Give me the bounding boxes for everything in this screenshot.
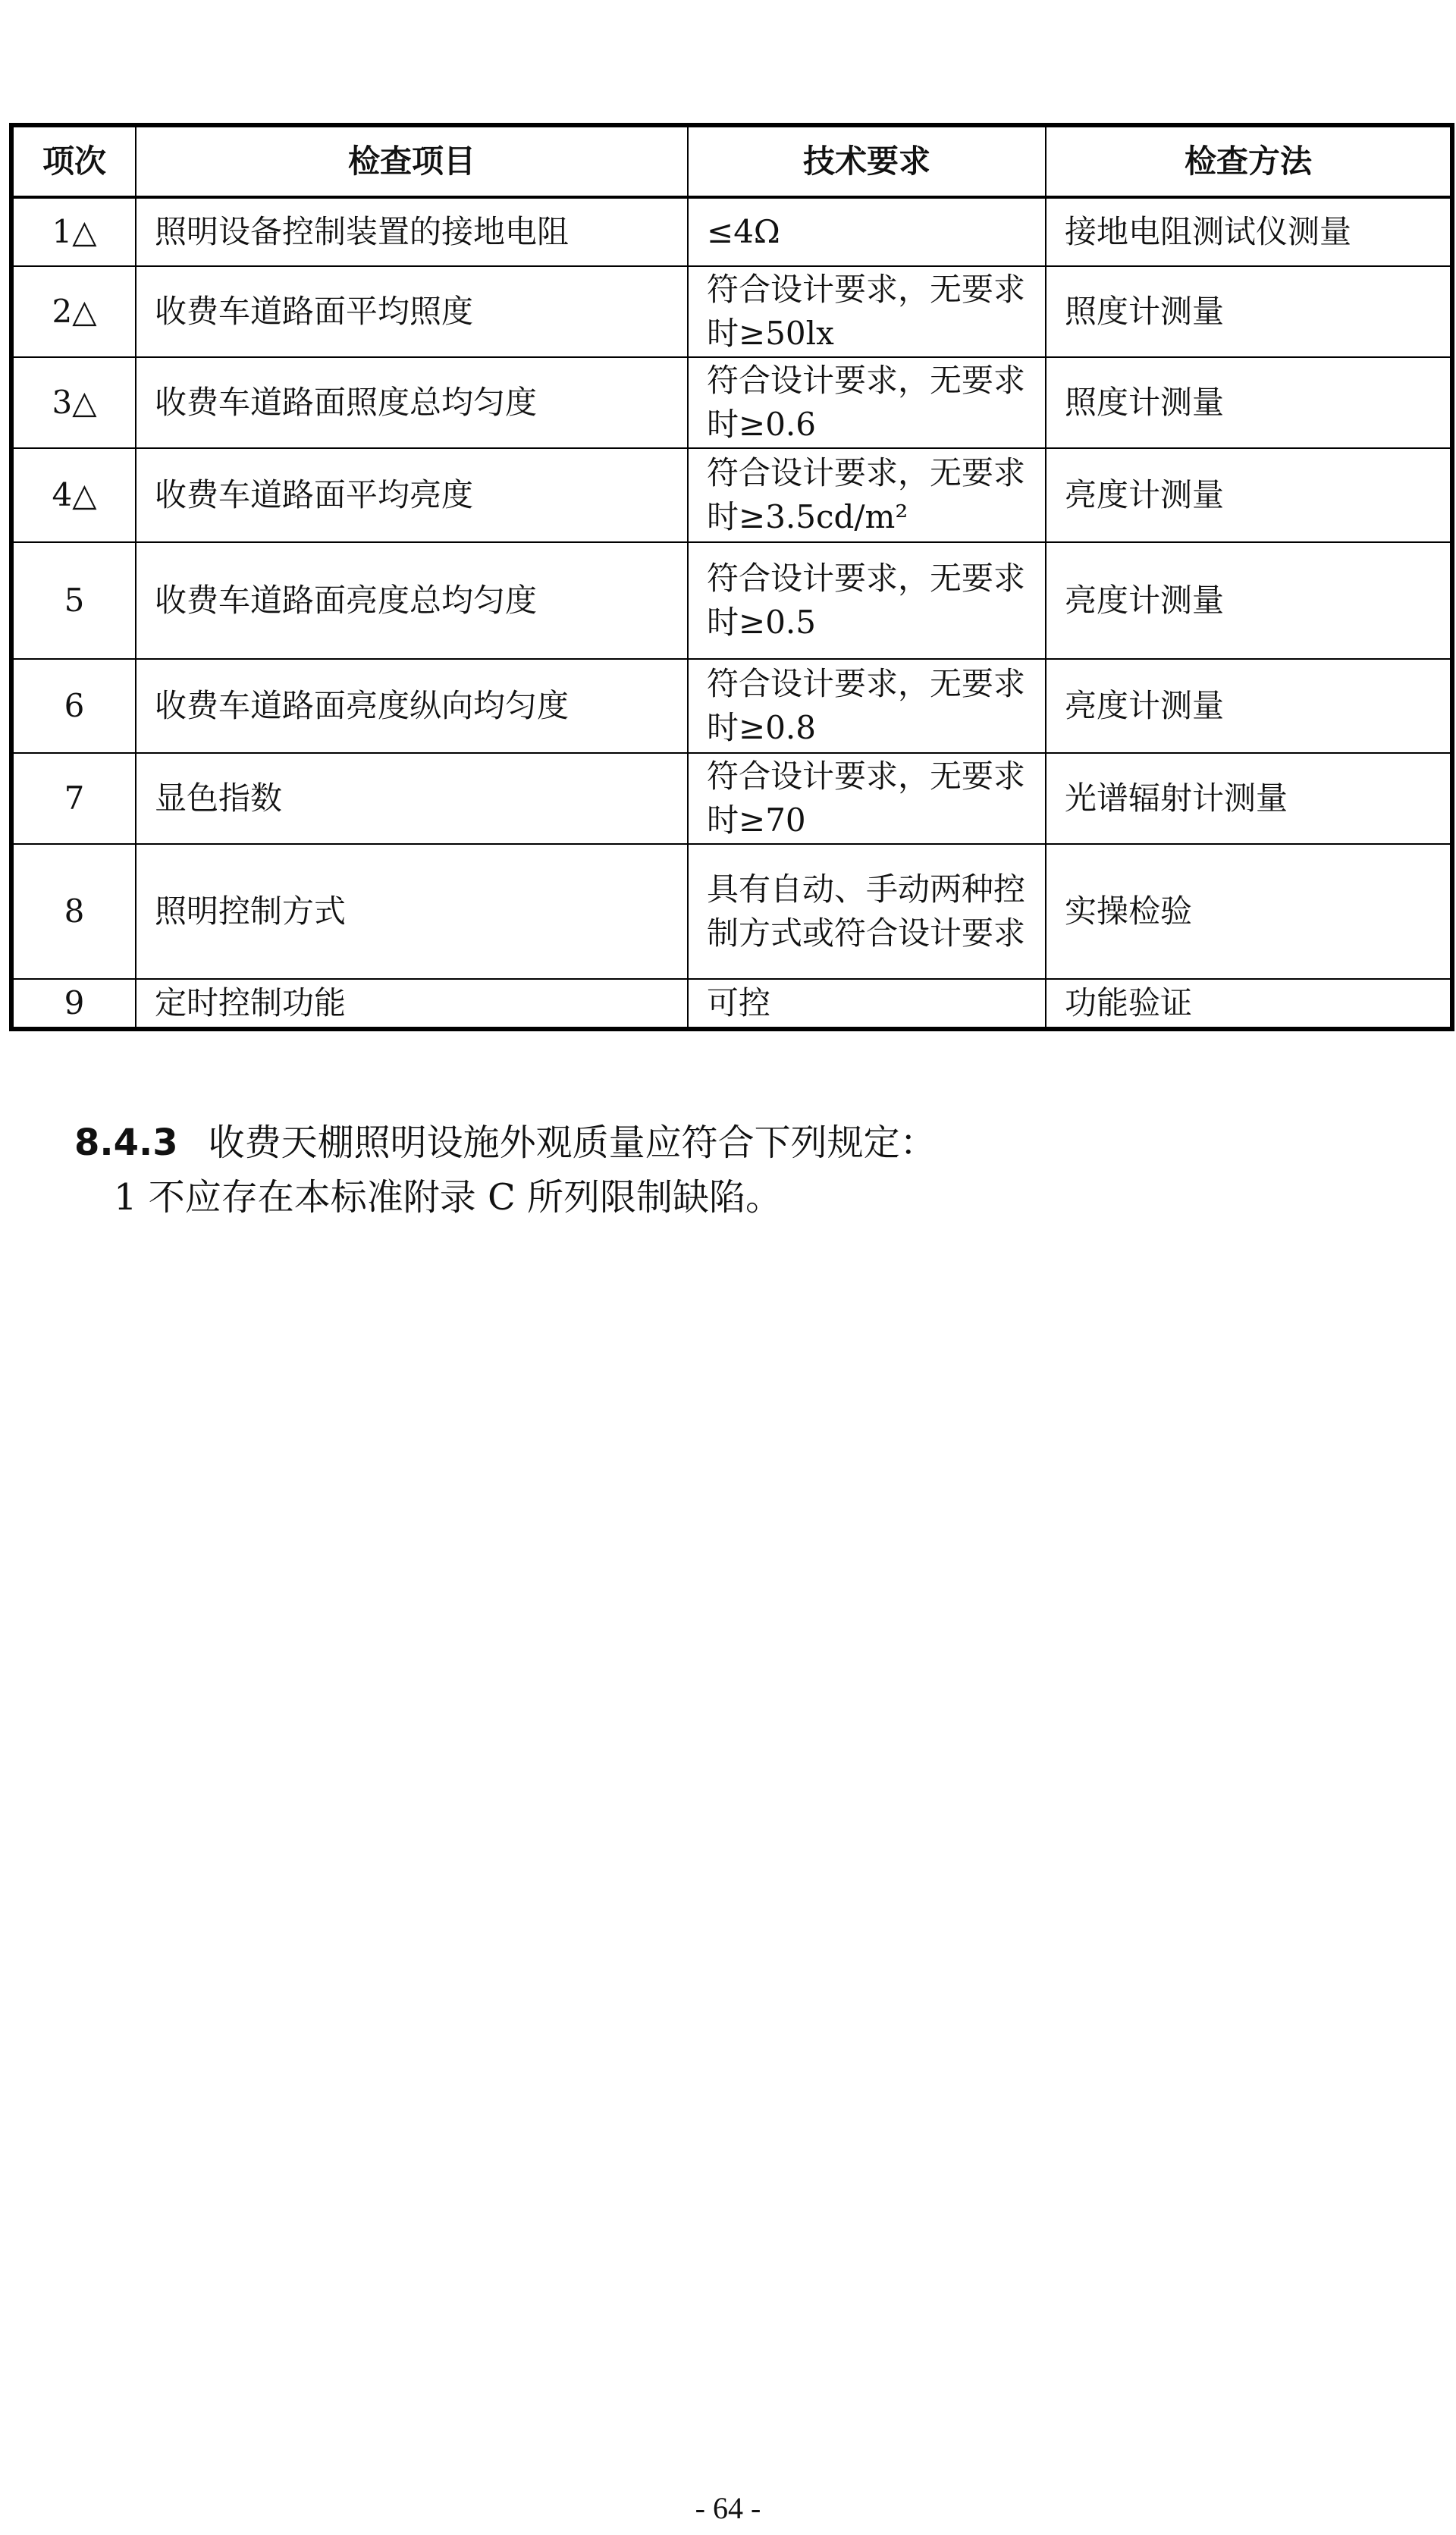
table-row: [11, 197, 1452, 266]
cell-no: 8: [11, 844, 136, 979]
inspection-table: [9, 123, 1454, 1031]
header-cell-requirement: 技术要求: [688, 125, 1046, 197]
cell-method: 接地电阻测试仪测量: [1046, 197, 1452, 266]
clause-number: 8.4.3: [74, 1122, 178, 1164]
table-row: [11, 844, 1452, 979]
table-row: [11, 659, 1452, 753]
clause-paragraph: [74, 1118, 937, 1167]
cell-requirement: 可控: [688, 979, 1046, 1029]
cell-item: 收费车道路面平均照度: [136, 266, 688, 357]
cell-requirement: ≤4Ω: [688, 197, 1046, 266]
table-row: [11, 357, 1452, 448]
cell-no: 3△: [11, 357, 136, 448]
cell-item: 收费车道路面亮度纵向均匀度: [136, 659, 688, 753]
cell-method: 亮度计测量: [1046, 659, 1452, 753]
cell-method: 照度计测量: [1046, 266, 1452, 357]
table-row: [11, 266, 1452, 357]
list-item: 1 不应存在本标准附录 C 所列限制缺陷。: [114, 1176, 783, 1219]
cell-no: 7: [11, 753, 136, 844]
cell-method: 功能验证: [1046, 979, 1452, 1029]
header-cell-item: 检查项目: [136, 125, 688, 197]
cell-item: 收费车道路面平均亮度: [136, 448, 688, 542]
cell-requirement: 符合设计要求，无要求时≥0.5: [688, 542, 1046, 659]
cell-no: 2△: [11, 266, 136, 357]
cell-no: 4△: [11, 448, 136, 542]
cell-item: 显色指数: [136, 753, 688, 844]
header-cell-method: 检查方法: [1046, 125, 1452, 197]
cell-item: 照明设备控制装置的接地电阻: [136, 197, 688, 266]
cell-requirement: 符合设计要求，无要求时≥0.6: [688, 357, 1046, 448]
cell-no: 1△: [11, 197, 136, 266]
cell-method: 实操检验: [1046, 844, 1452, 979]
header-cell-no: 项次: [11, 125, 136, 197]
table-row: [11, 542, 1452, 659]
table-header-row: [11, 125, 1452, 197]
cell-requirement: 符合设计要求，无要求时≥50lx: [688, 266, 1046, 357]
table-row: [11, 448, 1452, 542]
cell-no: 9: [11, 979, 136, 1029]
cell-requirement: 符合设计要求，无要求时≥0.8: [688, 659, 1046, 753]
cell-method: 亮度计测量: [1046, 448, 1452, 542]
cell-item: 收费车道路面照度总均匀度: [136, 357, 688, 448]
cell-method: 亮度计测量: [1046, 542, 1452, 659]
table-row: [11, 979, 1452, 1029]
cell-no: 5: [11, 542, 136, 659]
cell-item: 定时控制功能: [136, 979, 688, 1029]
cell-item: 照明控制方式: [136, 844, 688, 979]
cell-method: 光谱辐射计测量: [1046, 753, 1452, 844]
table-row: [11, 753, 1452, 844]
page-number: - 64 -: [695, 2491, 761, 2525]
cell-method: 照度计测量: [1046, 357, 1452, 448]
cell-requirement: 具有自动、手动两种控制方式或符合设计要求: [688, 844, 1046, 979]
cell-no: 6: [11, 659, 136, 753]
cell-requirement: 符合设计要求，无要求时≥3.5cd/m²: [688, 448, 1046, 542]
cell-item: 收费车道路面亮度总均匀度: [136, 542, 688, 659]
clause-text: 收费天棚照明设施外观质量应符合下列规定：: [208, 1122, 937, 1164]
cell-requirement: 符合设计要求，无要求时≥70: [688, 753, 1046, 844]
